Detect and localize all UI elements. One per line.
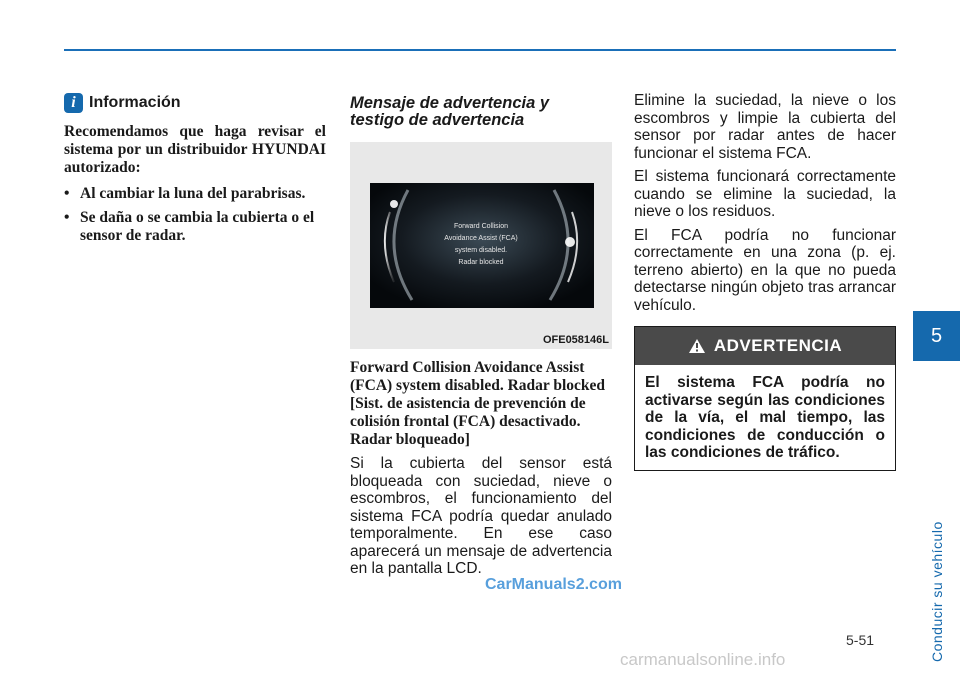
section-title-line: testigo de advertencia xyxy=(350,111,525,129)
watermark-carmanuals2[interactable]: CarManuals2.com xyxy=(485,576,622,593)
figure-code: OFE058146L xyxy=(542,334,609,346)
section-title xyxy=(350,95,612,129)
warning-header xyxy=(635,327,895,365)
watermark-carmanualsonline[interactable]: carmanualsonline.info xyxy=(620,650,786,669)
display-line: Forward Collision xyxy=(453,223,509,230)
section-column xyxy=(350,92,612,578)
chapter-number-tab[interactable]: 5 xyxy=(913,311,960,361)
paragraph: El FCA podría no funcionar correctamente en una zona (p. ej. terreno abierto) en la que no pueda detectarse ningún objeto tras arrancar vehículo. xyxy=(634,226,896,314)
info-icon: i xyxy=(64,93,83,113)
figure-caption: Forward Collision Avoidance Assist (FCA) system disabled. Radar blocked [Sist. de asistencia de prevención de colisión frontal (FCA) desactivado. Radar bloqueado] xyxy=(350,359,606,448)
display-line: Radar blocked xyxy=(458,259,504,266)
cluster-figure xyxy=(350,142,612,349)
cluster-display-illustration xyxy=(350,142,612,349)
info-header xyxy=(64,93,326,113)
display-line: Avoidance Assist (FCA) xyxy=(444,235,518,242)
section-body: Si la cubierta del sensor está bloqueada con suciedad, nieve o escombros, el funcionamiento del sistema FCA podría quedar anulado temporalmente. En ese caso aparecerá un mensaje de advertencia en la pantalla LCD. xyxy=(350,455,612,577)
info-body: Recomendamos que haga revisar el sistema por un distribuidor HYUNDAI autorizado: xyxy=(64,123,326,176)
chapter-title: Conducir su vehículo xyxy=(929,521,945,662)
warning-triangle-icon xyxy=(688,338,706,354)
warning-title: ADVERTENCIA xyxy=(713,336,843,355)
info-bullet: • Se daña o se cambia la cubierta o el sensor de radar. xyxy=(64,209,326,245)
paragraph: El sistema funcionará correctamente cuando se elimine la suciedad, la nieve o los residuos. xyxy=(634,168,896,220)
info-column xyxy=(64,92,326,251)
section-title-line: Mensaje de advertencia y xyxy=(350,94,550,112)
info-bullet: • Al cambiar la luna del parabrisas. xyxy=(64,185,326,203)
right-column xyxy=(634,92,896,471)
info-title: Información xyxy=(89,94,181,111)
display-line: system disabled. xyxy=(454,247,508,254)
warning-box xyxy=(634,326,896,471)
page-number: 5-51 xyxy=(846,632,875,648)
paragraph: Elimine la suciedad, la nieve o los escombros y limpie la cubierta del sensor por radar antes de hacer funcionar el sistema FCA. xyxy=(634,92,896,162)
warning-body: El sistema FCA podría no activarse según las condiciones de la vía, el mal tiempo, las condiciones de conducción o las condiciones de tráfico. xyxy=(645,374,885,461)
top-rule xyxy=(64,49,896,51)
info-bullets xyxy=(64,185,326,245)
